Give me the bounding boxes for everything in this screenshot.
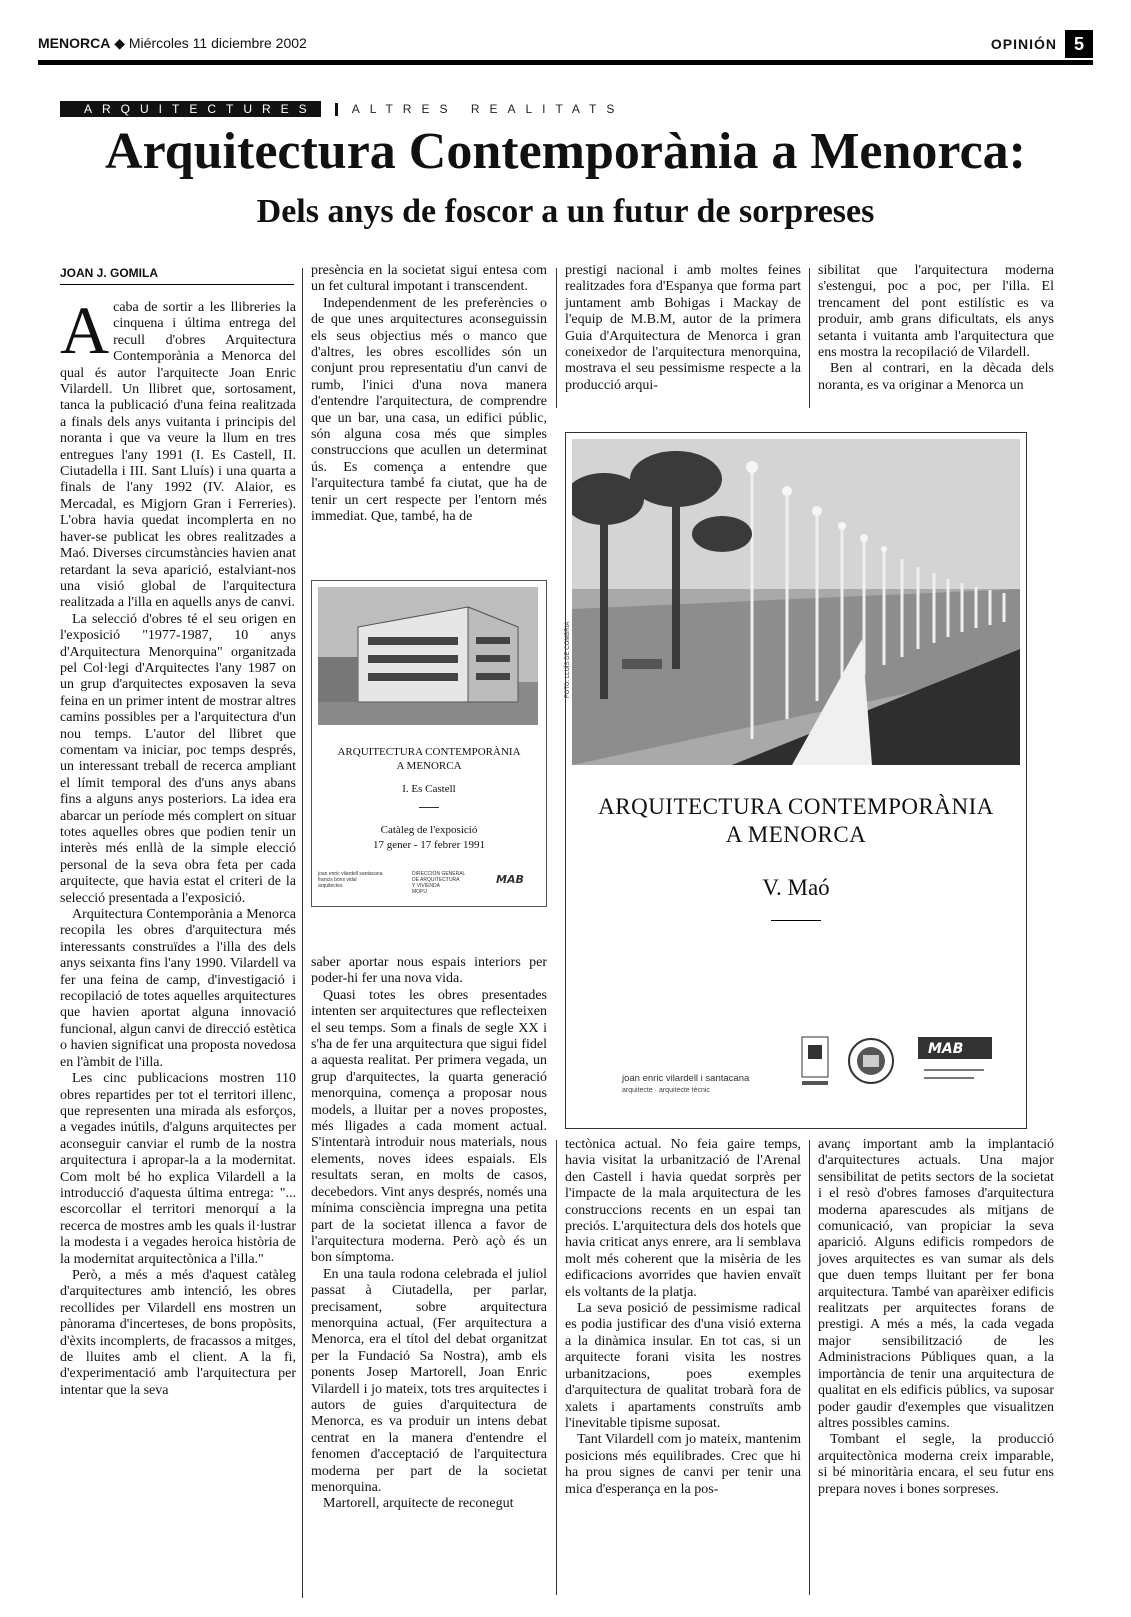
cover-volume: I. Es Castell (402, 783, 456, 795)
dateline: MENORCA ◆ Miércoles 11 diciembre 2002 (38, 35, 307, 51)
paragraph: Martorell, arquitecte de reconegut (323, 1496, 514, 1512)
article-column-1 (60, 292, 296, 1399)
paragraph: Acaba de sortir a les llibreries la cinquena i última entrega del recull d'obres Arquitectura Contemporània a Menorca del qual és autor l'arquitecte Joan Enric Vilardell. Un llibret que, sortosament, tanca la publicació d'una feina realitzada a finals dels anys vuitanta i principis del noranta i que va veure la llum en tres entregues l'any 1991 (I. Es Castell, II. Ciutadella i III. Sant Lluís) i una quarta a finals de l'any 1992 (IV. Alaior, es Mercadal, es Migjorn Gran i Ferreries). L'obra havia quedat incomplerta en no haver-se publicat les obres realitzades a Maó. Diverses circumstàncies havien anat retardant la seva aparició, estalviant-nos una visió global de l'arquitectura realitzada a l'illa en aquells anys de canvi. (60, 292, 296, 611)
cover-volume: V. Maó (762, 875, 830, 900)
article-column-2-bottom (311, 955, 547, 1513)
paragraph: Arquitectura Contemporània a Menorca recopila les obres d'arquitectura més interessants construïdes a l'illa des dels anys seixanta fins l'any 1990. Vilardell va fer una feina de camp, d'investigació i recopilació de totes aquelles arquitectures que havien aportat alguna innovació funcional, algun canvi de direcció estètica o havien significat una proposta novedosa en l'àmbit de l'illa. (60, 907, 296, 1070)
column-rule (809, 268, 810, 408)
paragraph: Les cinc publicacions mostren 110 obres repartides per tot el territori illenc, que representen una mirada als esforços, a vegades inútils, d'alguns arquitectes per aconseguir canviar el rumb de la nostra arquitectura i apropar-la a la modernitat. Com molt bé ho explica Vilardell a la introducció d'aquesta última entrega: "... escorcollar el territori menorquí a la recerca de mostres amb les quals il·lustrar la modesta i a vegades heroica història de la modernitat arquitectònica a l'illa." (60, 1071, 296, 1267)
section-name: OPINIÓN (990, 36, 1057, 52)
cover-dates: 17 gener - 17 febrer 1991 (372, 839, 486, 851)
publisher-logo (494, 871, 534, 891)
paragraph: La seva posició de pessimisme radical es podia justificar des d'una visió externa a la dinàmica insular. En tot cas, si un arquitecte forani visita les nostres urbanitzacions, poes exemples d'arquitectura de qualitat trobarà fora de xalets i apartaments construïts amb l'inevitable tipisme suposat. (565, 1301, 801, 1431)
volume-cover-image (565, 432, 1027, 1129)
paragraph: saber aportar nous espais interiors per poder-hi fer una nova vida. (311, 955, 547, 987)
page-header (38, 30, 1093, 65)
paragraph: Però, a més a més d'aquest catàleg d'arquitectures amb intenció, les obres recollides per Vilardell ens mostren un pànorama d'incerteses, de bons propòsits, d'èxits incomplerts, de fracassos a mitges, de lluites amb el client. A la fi, d'experimentació amb l'arquitectura per intentar que la seva (60, 1267, 296, 1398)
paragraph: Ben al contrari, en la dècada dels noranta, es va originar a Menorca un (818, 361, 1054, 393)
paragraph: La selecció d'obres té el seu origen en l'exposició "1977-1987, 10 anys d'Arquitectura Menorquina" organitzada pel Col·legi d'Arquitectes l'any 1987 on un grup d'arquitectes exposaven la seva feina en un primer intent de mostrar altres camins possibles per a l'arquitectura d'un nou temps. L'autor del llibret que comentam va iniciar, poc temps després, un interessant treball de recerca ampliant el límit temporal des d'uns anys abans fins a alguns anys posteriors. La idea era abarcar un període més complert on situar totes aquelles obres que podien tenir un interès més enllà de la simple elecció personal de la seva obra feta per cada arquitecte, que havia estat el criteri de la selecció presentada a l'exposició. (60, 611, 296, 906)
cover-authors-small: joan enric vilardell santacana francis bons vidal arquitectes (318, 871, 383, 889)
promenade-photo (572, 439, 1020, 765)
article-column-2-top (311, 263, 547, 526)
cover-title-line2: A MENORCA (725, 822, 867, 847)
column-rule (556, 268, 557, 408)
paragraph: presència en la societat sigui entesa com un fet cultural impotant i transcendent. (311, 263, 547, 295)
paragraph: En una taula rodona celebrada el juliol passat à Ciutadella, per parlar, precisament, sobre arquitectura menorquina actual, (Fer arquitectura a Menorca, era el títol del debat organitzat per la Fundació Sa Nostra), amb els ponents Josep Martorell, Joan Enric Vilardell i jo mateix, tots tres arquitectes i autors de guies d'arquitectura de Menorca, es va produir un intens debat centrat en la manera d'entendre el fenomen d'acceptació de l'arquitectura moderna per part de la societat menorquina. (311, 1266, 547, 1495)
paragraph: prestigi nacional i amb moltes feines realitzades fora d'Espanya que forma part juntament amb Bohigas i Mackay de l'equip de M.B.M, autor de la primera Guia d'Arquitectura de Menorca i gran coneixedor de l'arquitectura menorquina, mostrava el seu pessimisme respecte a la producció arqui- (565, 263, 801, 393)
paragraph: Independenment de les preferències o de que unes arquitectures aconseguissin els seus objectius més o manco que d'altres, les obres escollides són un conjunt prou representatiu d'un canvi de rumb, l'inici d'una nova manera d'entendre l'arquitectura, de comprendre que un bar, una casa, un edifici públic, són alguna cosa més que simples construccions que acullen un determinat ús. Es comença a entendre que l'arquitectura també fa ciutat, que ha de tenir un cert respecte per l'entorn més immediat. Que, també, ha de (311, 295, 547, 525)
headline: Arquitectura Contemporània a Menorca: (105, 123, 1026, 180)
paragraph: sibilitat que l'arquitectura moderna s'estengui, poc a poc, per l'illa. El trencament del pont estilístic es va produir, amb grans dificultats, els anys setanta i vuitanta amb l'arquitectura que ens mostra la recopilació de Vilardell. (818, 263, 1054, 361)
paragraph: tectònica actual. No feia gaire temps, havia visitat la urbanització de l'Arenal den Castell i havia quedat sorprès per l'impacte de la mala arquitectura de les construccions recents en un espai tan preciós. L'arquitectura dels dos hotels que havia criticat anys enrere, ara li semblava molt més coherent que la misèria de les edificacions avorrides que havien envaït els voltants de la platja. (565, 1137, 801, 1300)
svg-text:MAB: MAB (928, 1041, 964, 1057)
byline: JOAN J. GOMILA (60, 266, 159, 280)
paragraph: Tombant el segle, la producció arquitectònica moderna creix imparable, si bé minoritària encara, el seu futur ens prepara noves i bones sorpreses. (818, 1432, 1054, 1497)
page-number: 5 (1065, 30, 1093, 58)
cover-divider (771, 920, 821, 921)
column-rule (556, 1140, 557, 1595)
article-column-3-top (565, 263, 801, 394)
cover-publisher-small: DIRECCION GENERAL DE ARQUITECTURA Y VIVIENDA MOPU (412, 871, 466, 895)
institution-logo (796, 1033, 836, 1093)
byline-rule (60, 284, 294, 285)
cover-author: joan enric vilardell i santacana (622, 1073, 750, 1084)
article-column-4-bottom (818, 1137, 1054, 1498)
column-rule (809, 1140, 810, 1595)
catalog-cover-image (311, 580, 547, 907)
cover-title-line1: ARQUITECTURA CONTEMPORÀNIA (598, 794, 994, 819)
article-column-4-top (818, 263, 1054, 394)
cover-divider (419, 807, 439, 808)
cover-title-line1: ARQUITECTURA CONTEMPORÀNIA (337, 746, 521, 758)
publisher-logo (916, 1033, 996, 1093)
paragraph: avanç important amb la implantació d'arquitectures actuals. Una major sensibilitat de petits sectors de la societat i el resò d'obres famoses d'arquitectura moderna aparescudes als mitjans de comunicació, van propiciar la seva aparició. Alguns edificis rompedors de joves arquitectes es van sumar als dels que duen temps lluitant per fer bona arquitectura. També van aparèixer edificis realitzats per arquitectes forans de prestigi. A més a més, la cada vegada major sensibilització de les Administracions Públiques quan, a la importància de tenir una arquitectura de qualitat en els edificis públics, va suposar poder gaudir d'exemples que visualitzen altres possibles camins. (818, 1137, 1054, 1431)
promenade-illustration (572, 439, 1020, 765)
paragraph: Tant Vilardell com jo mateix, mantenim posicions més equilibrades. Crec que hi ha prou signes de canvi per tenir una mica d'esperança en la pos- (565, 1432, 801, 1497)
issue-date: Miércoles 11 diciembre 2002 (128, 35, 307, 51)
series-kicker (60, 101, 624, 117)
photo-credit: FOTO: LLUÍS DE COMBRIA (565, 621, 571, 698)
building-illustration (318, 587, 538, 725)
cover-catalog-label: Catàleg de l'exposició (380, 824, 478, 836)
cover-title (566, 793, 1026, 849)
subseries-label: ALTRES REALITATS (351, 102, 625, 116)
cover-author-role: arquitecte · arquitecte tècnic (622, 1087, 710, 1094)
paragraph: Quasi totes les obres presentades intenten ser arquitectures que reflecteixen el seu temps. Som a finals de segle XX i s'ha de fer una arquitectura que sigui fidel a aquesta realitat. Per primera vegada, un grup d'arquitectes, la quarta generació menorquina, comença a proposar nous models, a lluitar per a noves propostes, més lligades a cada moment actual. S'intentarà introduir nous materials, nous elements, noves idees espaials. Els resultats seran, en molts de casos, decebedors. Vint anys després, només una mínima consciència impregna una petita part de la societat illenca a favor de l'arquitectura moderna. Però açò és un bon símptoma. (311, 987, 547, 1266)
drop-cap: A (60, 292, 110, 368)
subheadline: Dels anys de foscor a un futur de sorpreses (256, 193, 875, 230)
article-column-3-bottom (565, 1137, 801, 1498)
column-rule (302, 268, 303, 1598)
series-label: ARQUITECTURES (60, 101, 321, 117)
publication-name: MENORCA (38, 35, 111, 51)
svg-text:MAB: MAB (496, 873, 524, 886)
cover-title-line2: A MENORCA (396, 760, 462, 772)
coat-of-arms-logo (846, 1033, 896, 1093)
building-photo (318, 587, 538, 725)
